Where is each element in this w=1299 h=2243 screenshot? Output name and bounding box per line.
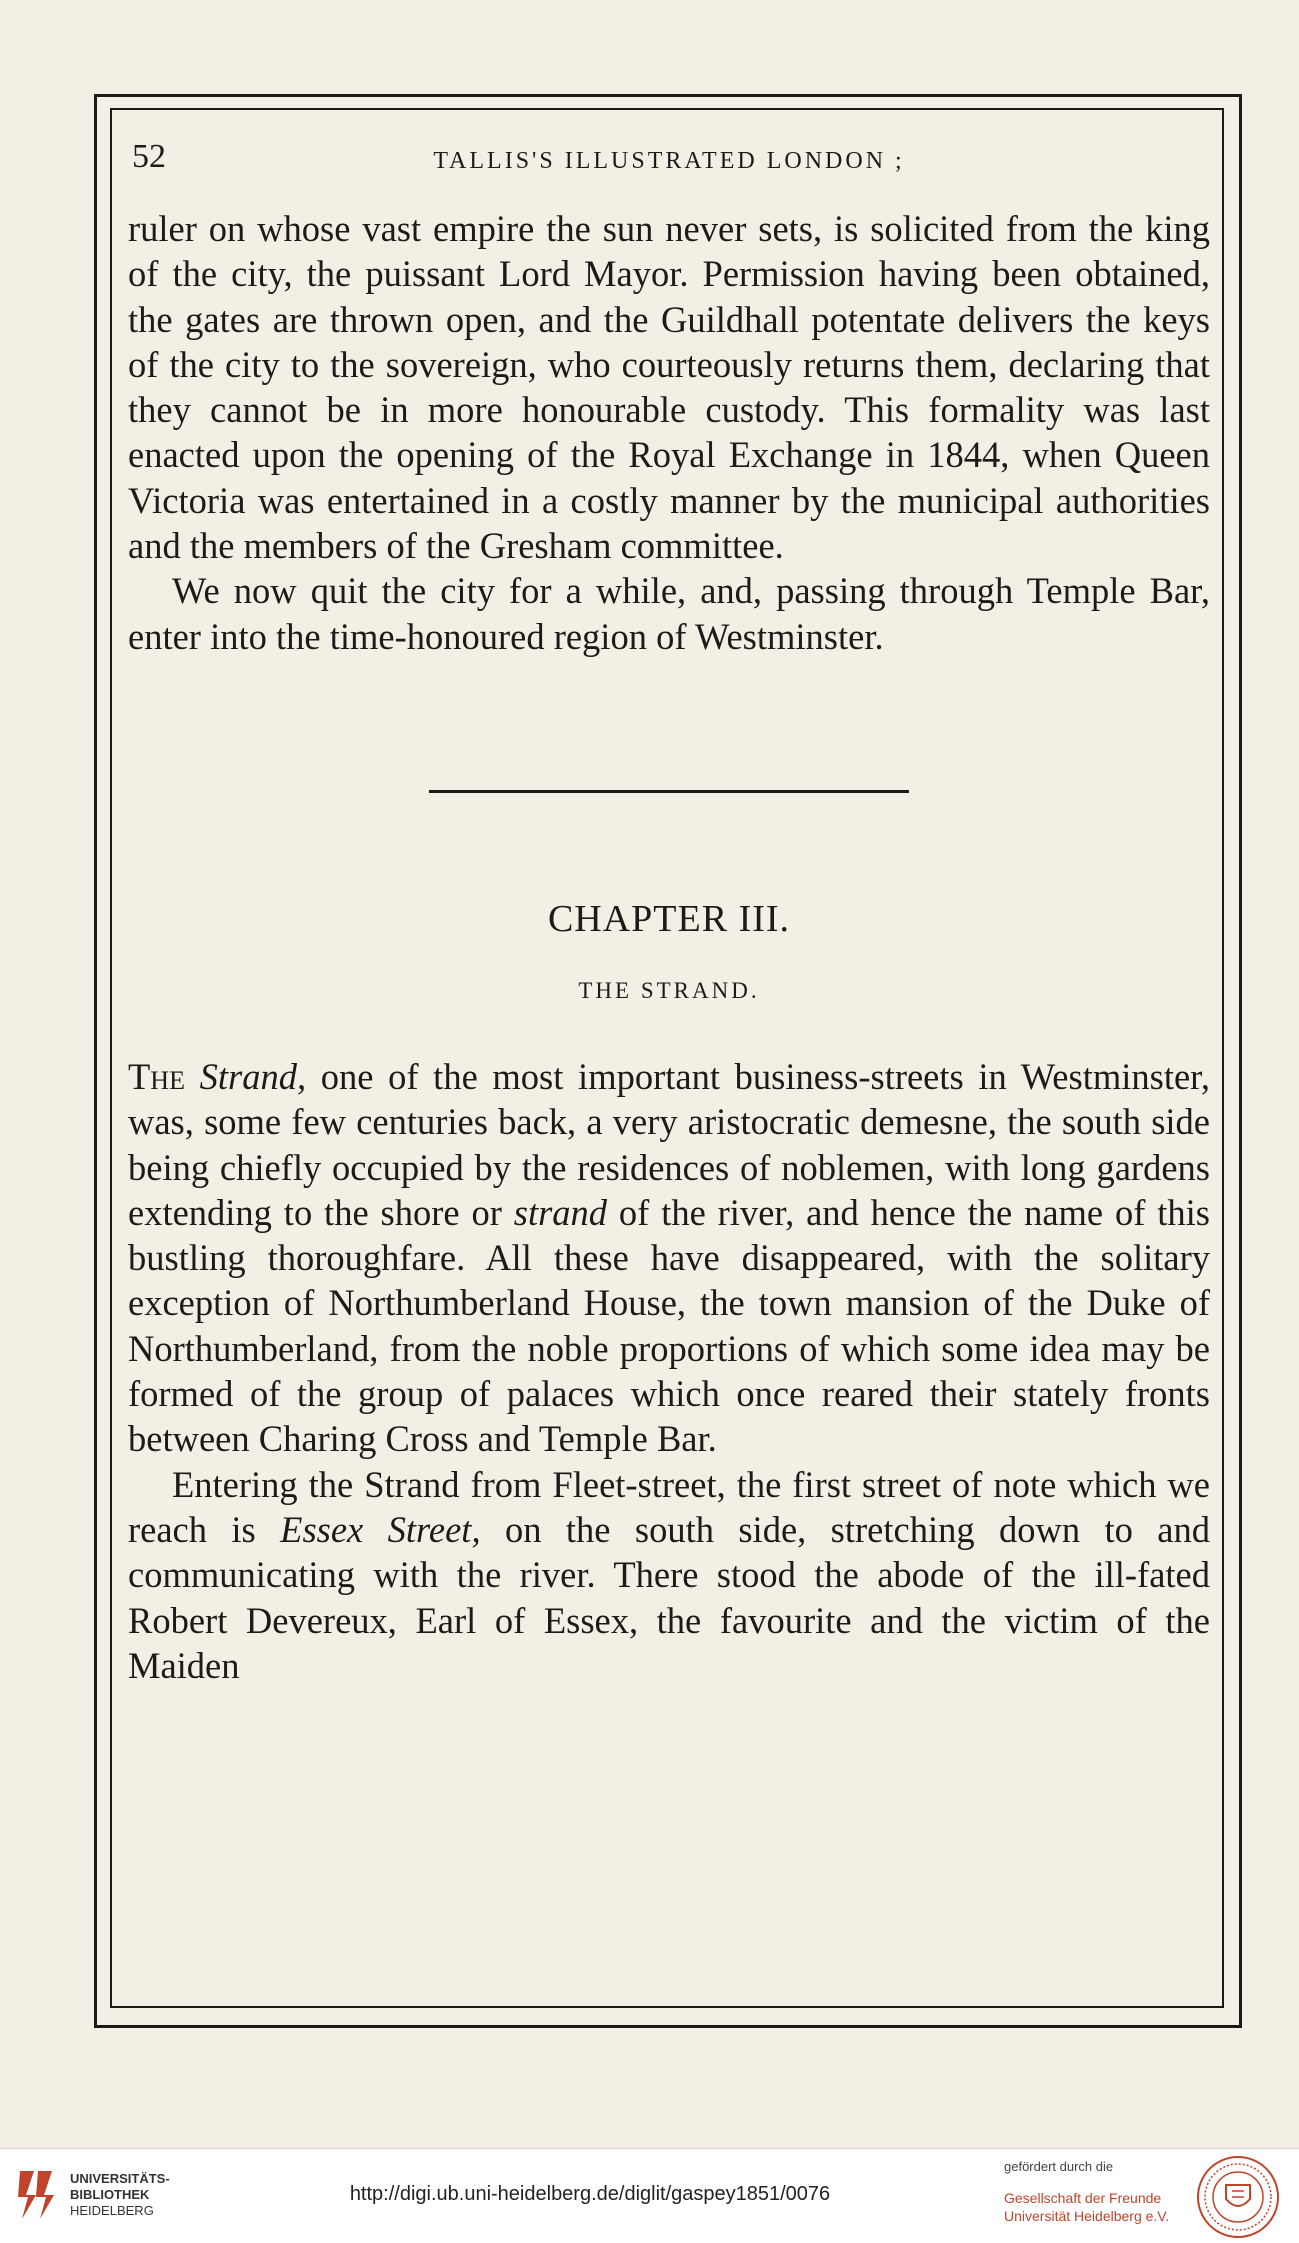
library-name [70,2171,170,2219]
paragraph-strand-text2: of the river, and hence the name of this bustling thoroughfare. All these have disappeared, with the solitary exception of Northumberland House, the town mansion of the Duke of Northumberland, from the noble proportions of which some idea may be formed of the group of palaces which once reared their stately fronts between Charing Cross and Temple Bar. [128,1191,1210,1460]
lead-word: The [128,1055,185,1097]
sponsor-line1: Gesellschaft der Freunde [1004,2190,1162,2206]
chapter-subtitle: THE STRAND. [578,977,760,1003]
page-number: 52 [132,138,166,175]
italic-essex-street: Essex Street, [280,1508,481,1550]
library-logo-icon[interactable] [14,2167,56,2223]
paragraph-westminster: We now quit the city for a while, and, passing through Temple Bar, enter into the time-honoured region of Westminster. [128,570,1210,657]
paragraph-strand [128,1054,1210,1462]
continuation-paragraph: ruler on whose vast empire the sun never sets, is solicited from the king of the city, the puissant Lord Mayor. Permission having been obtained, the gates are thrown open, and the Guildhall potentate delivers the keys of the city to the sovereign, who courteously returns them, declaring that they cannot be in more honourable custody. This formality was last enacted upon the opening of the Royal Exchange in 1844, when Queen Victoria was entertained in a costly manner by the municipal authorities and the members of the Gresham committee. [128,208,1210,567]
paragraph-essex-text2: on the south side, stretching down to and communicating with the river. There stood the abode of the ill-fated Robert Devereux, Earl of Essex, the favourite and the victim of the Maiden [128,1508,1211,1686]
italic-strand: Strand, [199,1055,307,1097]
footer-bar [0,2148,1299,2243]
paragraph-essex [128,1462,1210,1688]
library-name-line2: BIBLIOTHEK [70,2187,150,2202]
section-divider [429,790,909,793]
chapter-title: CHAPTER III. [547,897,791,940]
permalink-url[interactable]: http://digi.ub.uni-heidelberg.de/diglit/gaspey1851/0076 [349,2183,831,2205]
italic-strand-lower: strand [513,1191,608,1233]
running-title: TALLIS'S ILLUSTRATED LONDON ; [433,148,905,174]
sponsor-label: gefördert durch die [1004,2159,1114,2174]
library-name-line3: HEIDELBERG [70,2203,154,2218]
paragraph-strand-text1: one of the most important business-streets in Westminster, was, some few centuries back, a very aristocratic demesne, the south side being chiefly occupied by the residences of noblemen, with long gardens extending to the shore or [128,1055,1210,1233]
running-head [128,126,1210,206]
page-content [128,126,1210,1688]
sponsor-name [1004,2189,1169,2225]
sponsor-line2: Universität Heidelberg e.V. [1004,2208,1170,2224]
paragraph-essex-text1: Entering the Strand from Fleet-street, the first street of note which we reach is [128,1463,1210,1550]
library-name-line1: UNIVERSITÄTS- [70,2171,170,2186]
university-seal-icon[interactable] [1196,2155,1280,2239]
